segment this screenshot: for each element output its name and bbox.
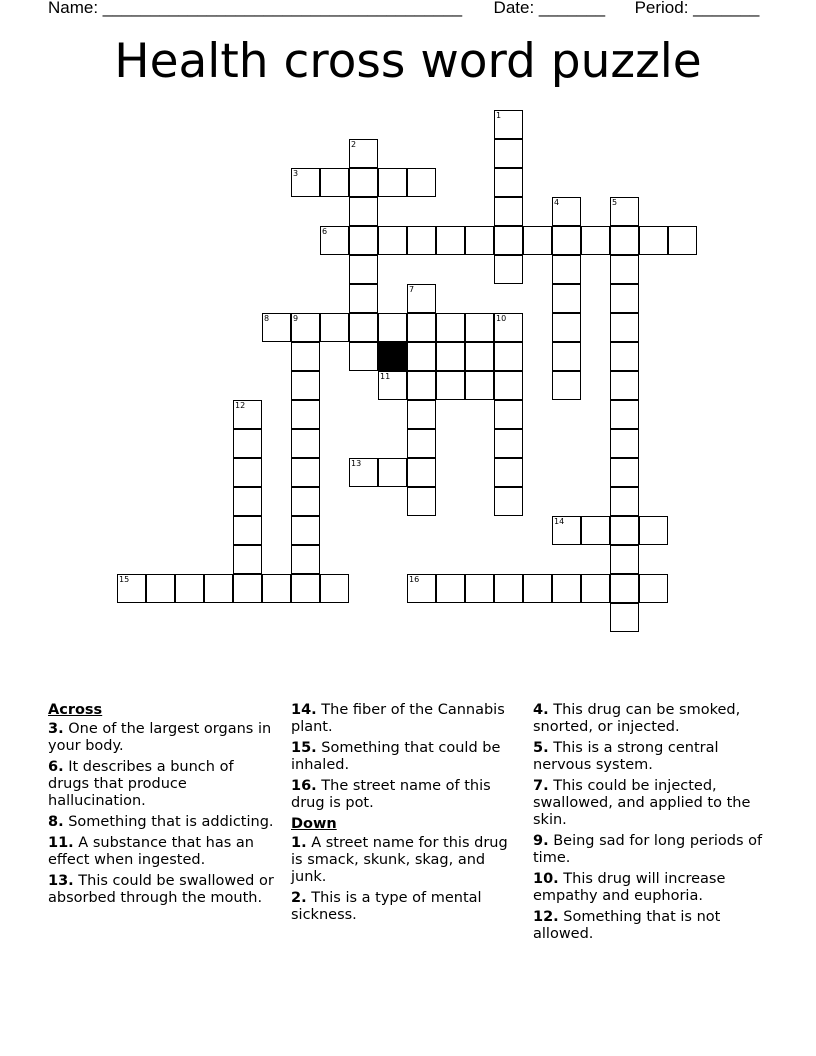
answer-cell[interactable] bbox=[552, 313, 581, 342]
clue-down-7: 7. This could be injected, swallowed, and applied to the skin. bbox=[533, 778, 751, 828]
answer-cell[interactable] bbox=[552, 574, 581, 603]
answer-cell[interactable] bbox=[494, 400, 523, 429]
answer-cell[interactable] bbox=[349, 342, 378, 371]
period-field-label: Period: _______ bbox=[634, 0, 760, 17]
answer-cell[interactable] bbox=[610, 371, 639, 400]
answer-cell[interactable] bbox=[378, 458, 407, 487]
clue-number: 6 bbox=[322, 227, 328, 236]
clue-down-2: 2. This is a type of mental sickness. bbox=[291, 890, 482, 923]
answer-cell[interactable] bbox=[494, 139, 523, 168]
answer-cell[interactable] bbox=[291, 516, 320, 545]
answer-cell[interactable] bbox=[291, 458, 320, 487]
clue-down-10: 10. This drug will increase empathy and euphoria. bbox=[533, 871, 726, 904]
answer-cell[interactable] bbox=[349, 458, 378, 487]
answer-cell[interactable] bbox=[291, 400, 320, 429]
answer-cell[interactable] bbox=[581, 226, 610, 255]
answer-cell[interactable] bbox=[552, 197, 581, 226]
answer-cell[interactable] bbox=[262, 574, 291, 603]
answer-cell[interactable] bbox=[291, 487, 320, 516]
date-field-label: Date: _______ bbox=[493, 0, 606, 17]
page-title: Health cross word puzzle bbox=[114, 34, 702, 89]
answer-cell[interactable] bbox=[407, 487, 436, 516]
answer-cell[interactable] bbox=[407, 284, 436, 313]
answer-cell[interactable] bbox=[610, 342, 639, 371]
answer-cell[interactable] bbox=[291, 371, 320, 400]
clue-number: 8 bbox=[264, 314, 270, 323]
answer-cell[interactable] bbox=[494, 110, 523, 139]
answer-cell[interactable] bbox=[320, 168, 349, 197]
answer-cell[interactable] bbox=[233, 516, 262, 545]
answer-cell[interactable] bbox=[552, 371, 581, 400]
answer-cell[interactable] bbox=[407, 458, 436, 487]
down-heading: Down bbox=[291, 816, 337, 832]
clue-down-1: 1. A street name for this drug is smack, skunk, skag, and junk. bbox=[291, 835, 508, 885]
answer-cell[interactable] bbox=[262, 313, 291, 342]
answer-cell[interactable] bbox=[494, 458, 523, 487]
answer-cell[interactable] bbox=[523, 226, 552, 255]
answer-cell[interactable] bbox=[610, 284, 639, 313]
clue-number: 3 bbox=[293, 169, 299, 178]
answer-cell[interactable] bbox=[639, 226, 668, 255]
clue-across-8: 8. Something that is addicting. bbox=[48, 814, 274, 830]
answer-cell[interactable] bbox=[407, 400, 436, 429]
clue-number: 11 bbox=[380, 372, 391, 381]
clue-number: 4 bbox=[554, 198, 560, 207]
answer-cell[interactable] bbox=[639, 574, 668, 603]
answer-cell[interactable] bbox=[233, 574, 262, 603]
answer-cell[interactable] bbox=[523, 574, 552, 603]
answer-cell[interactable] bbox=[175, 574, 204, 603]
answer-cell[interactable] bbox=[378, 168, 407, 197]
answer-cell[interactable] bbox=[465, 226, 494, 255]
answer-cell[interactable] bbox=[610, 574, 639, 603]
answer-cell[interactable] bbox=[233, 458, 262, 487]
answer-cell[interactable] bbox=[552, 516, 581, 545]
clue-across-6: 6. It describes a bunch of drugs that produce hallucination. bbox=[48, 759, 234, 809]
answer-cell[interactable] bbox=[233, 545, 262, 574]
answer-cell[interactable] bbox=[291, 342, 320, 371]
answer-cell[interactable] bbox=[581, 516, 610, 545]
answer-cell[interactable] bbox=[610, 429, 639, 458]
answer-cell[interactable] bbox=[349, 313, 378, 342]
answer-cell[interactable] bbox=[407, 574, 436, 603]
answer-cell[interactable] bbox=[233, 400, 262, 429]
clue-number: 1 bbox=[496, 111, 502, 120]
answer-cell[interactable] bbox=[552, 342, 581, 371]
clue-across-11: 11. A substance that has an effect when ingested. bbox=[48, 835, 254, 868]
answer-cell[interactable] bbox=[465, 371, 494, 400]
answer-cell[interactable] bbox=[407, 168, 436, 197]
answer-cell[interactable] bbox=[291, 168, 320, 197]
answer-cell[interactable] bbox=[349, 139, 378, 168]
answer-cell[interactable] bbox=[233, 487, 262, 516]
answer-cell[interactable] bbox=[494, 429, 523, 458]
answer-cell[interactable] bbox=[581, 574, 610, 603]
answer-cell[interactable] bbox=[291, 313, 320, 342]
clue-down-5: 5. This is a strong central nervous system. bbox=[533, 740, 719, 773]
answer-cell[interactable] bbox=[610, 545, 639, 574]
answer-cell[interactable] bbox=[378, 313, 407, 342]
answer-cell[interactable] bbox=[465, 574, 494, 603]
answer-cell[interactable] bbox=[494, 371, 523, 400]
answer-cell[interactable] bbox=[610, 255, 639, 284]
answer-cell[interactable] bbox=[349, 168, 378, 197]
clue-across-16: 16. The street name of this drug is pot. bbox=[291, 778, 491, 811]
answer-cell[interactable] bbox=[407, 226, 436, 255]
answer-cell[interactable] bbox=[407, 313, 436, 342]
clue-across-14: 14. The fiber of the Cannabis plant. bbox=[291, 702, 505, 735]
answer-cell[interactable] bbox=[407, 342, 436, 371]
answer-cell[interactable] bbox=[610, 400, 639, 429]
clues-column-3 bbox=[533, 702, 773, 947]
clue-down-4: 4. This drug can be smoked, snorted, or injected. bbox=[533, 702, 741, 735]
answer-cell[interactable] bbox=[494, 255, 523, 284]
answer-cell[interactable] bbox=[291, 429, 320, 458]
answer-cell[interactable] bbox=[291, 574, 320, 603]
answer-cell[interactable] bbox=[552, 284, 581, 313]
clue-across-3: 3. One of the largest organs in your body. bbox=[48, 721, 272, 754]
clue-number: 12 bbox=[235, 401, 246, 410]
answer-cell[interactable] bbox=[552, 255, 581, 284]
answer-cell[interactable] bbox=[436, 342, 465, 371]
answer-cell[interactable] bbox=[349, 255, 378, 284]
answer-cell[interactable] bbox=[349, 226, 378, 255]
answer-cell[interactable] bbox=[436, 371, 465, 400]
answer-cell[interactable] bbox=[378, 226, 407, 255]
clue-number: 10 bbox=[496, 314, 507, 323]
clue-across-13: 13. This could be swallowed or absorbed through the mouth. bbox=[48, 873, 274, 906]
answer-cell[interactable] bbox=[349, 197, 378, 226]
answer-cell[interactable] bbox=[610, 487, 639, 516]
answer-cell[interactable] bbox=[610, 313, 639, 342]
answer-cell[interactable] bbox=[320, 226, 349, 255]
answer-cell[interactable] bbox=[610, 197, 639, 226]
name-field-label: Name: ______________________________________ bbox=[48, 0, 463, 17]
answer-cell[interactable] bbox=[436, 226, 465, 255]
answer-cell[interactable] bbox=[233, 429, 262, 458]
clue-number: 9 bbox=[293, 314, 299, 323]
answer-cell[interactable] bbox=[639, 516, 668, 545]
answer-cell[interactable] bbox=[494, 574, 523, 603]
answer-cell[interactable] bbox=[146, 574, 175, 603]
clue-number: 13 bbox=[351, 459, 362, 468]
clue-number: 5 bbox=[612, 198, 618, 207]
answer-cell[interactable] bbox=[494, 342, 523, 371]
clue-down-9: 9. Being sad for long periods of time. bbox=[533, 833, 763, 866]
answer-cell[interactable] bbox=[610, 603, 639, 632]
black-square bbox=[378, 342, 407, 371]
answer-cell[interactable] bbox=[436, 574, 465, 603]
answer-cell[interactable] bbox=[407, 371, 436, 400]
clue-number: 2 bbox=[351, 140, 357, 149]
answer-cell[interactable] bbox=[320, 313, 349, 342]
clue-across-15: 15. Something that could be inhaled. bbox=[291, 740, 501, 773]
answer-cell[interactable] bbox=[610, 226, 639, 255]
answer-cell[interactable] bbox=[610, 516, 639, 545]
clue-number: 15 bbox=[119, 575, 130, 584]
answer-cell[interactable] bbox=[204, 574, 233, 603]
answer-cell[interactable] bbox=[465, 342, 494, 371]
clue-number: 14 bbox=[554, 517, 565, 526]
answer-cell[interactable] bbox=[494, 226, 523, 255]
answer-cell[interactable] bbox=[494, 313, 523, 342]
answer-cell[interactable] bbox=[291, 545, 320, 574]
clues-column-1 bbox=[48, 702, 278, 911]
clues-column-2 bbox=[291, 702, 519, 928]
answer-cell[interactable] bbox=[668, 226, 697, 255]
answer-cell[interactable] bbox=[494, 487, 523, 516]
clue-down-12: 12. Something that is not allowed. bbox=[533, 909, 721, 942]
answer-cell[interactable] bbox=[117, 574, 146, 603]
answer-cell[interactable] bbox=[436, 313, 465, 342]
answer-cell[interactable] bbox=[378, 371, 407, 400]
answer-cell[interactable] bbox=[610, 458, 639, 487]
answer-cell[interactable] bbox=[465, 313, 494, 342]
across-heading: Across bbox=[48, 702, 103, 718]
answer-cell[interactable] bbox=[349, 284, 378, 313]
answer-cell[interactable] bbox=[494, 197, 523, 226]
clue-number: 7 bbox=[409, 285, 415, 294]
answer-cell[interactable] bbox=[552, 226, 581, 255]
clue-number: 16 bbox=[409, 575, 420, 584]
answer-cell[interactable] bbox=[320, 574, 349, 603]
answer-cell[interactable] bbox=[407, 429, 436, 458]
answer-cell[interactable] bbox=[494, 168, 523, 197]
